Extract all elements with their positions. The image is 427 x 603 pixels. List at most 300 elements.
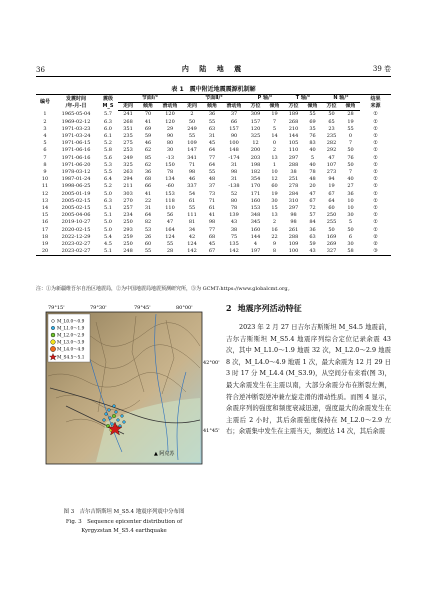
table-cell: 61: [208, 205, 216, 212]
table-row: [36, 205, 391, 212]
table-note: 注：①为新疆维吾尔自治区地震局，②为中国地震局地震预测研究所，③为 GCMT:https://www.globalcmt.org。: [36, 286, 293, 292]
table-cell: 6.4: [104, 176, 112, 183]
table-cell: ①: [373, 219, 378, 226]
table-cell: 1978-03-12: [61, 169, 91, 176]
table-cell: 80: [230, 197, 238, 204]
table-cell: 48: [309, 176, 316, 183]
col-np1: 节面Ⅰ/°: [118, 95, 182, 103]
table-cell: 10: [347, 205, 354, 212]
table-cell: 1971-06-16: [61, 154, 91, 161]
table-cell: 135: [229, 241, 239, 248]
table-cell: 59: [144, 133, 152, 140]
table-cell: 327: [322, 248, 341, 256]
table-cell: 148: [229, 147, 239, 154]
table-cell: 13: [41, 197, 49, 204]
table-row: [36, 133, 391, 140]
table-cell: 253: [123, 147, 133, 154]
table-cell: 5.5: [104, 169, 112, 176]
table-cell: 94: [328, 176, 335, 183]
table-cell: 153: [250, 205, 261, 212]
subheader-cell: 倾角: [265, 103, 284, 111]
subheader-cell: 滑动角: [222, 103, 246, 111]
table-cell: 203: [250, 154, 261, 161]
legend-label-m0: M_L0.0～0.9: [57, 319, 85, 325]
table-cell: 2005-01-19: [61, 190, 91, 197]
table-cell: 2022-12-29: [61, 233, 91, 240]
subheader-cell: 倾角: [341, 103, 360, 111]
table-cell: -174: [228, 154, 240, 161]
table-row: [36, 241, 391, 248]
table-cell: 309: [250, 111, 261, 118]
table-cell: 124: [165, 233, 175, 240]
body-paragraph: 2023 年 2 月 27 日吉尔吉斯斯坦 M_S4.5 地震前，吉尔吉斯斯坦 M_S5.4 地震序列综合定位记录余震 43 次，其中 M_L1.0～1.9 地震 32 次，M_L2.0～2.9 地震 8 次，M_L4.0～4.9 地震 1 次，最大余震为 12 月 29 日 3 时 17 分 M_L4.4 (M_S3.9)，从空间分布来看(图 3)，最大余震发生在主震以南，大部分余震分布在断裂左侧，符合逆冲断裂逆冲兼左旋走滑的滑动性质。而图 4 显示，余震序列的强度和频度衰减迅速，强度最大的余震发生在主震后 2 小时，其后余震强度保持在 M_L2.0～2.9 左右；余震集中发生在主震当天，频度达 14 次，其后余震: [226, 323, 391, 436]
table-cell: 2: [43, 118, 47, 125]
table-cell: 47: [309, 190, 316, 197]
table-cell: 5.2: [104, 183, 112, 190]
table-row: [36, 162, 391, 169]
table-cell: 210: [288, 125, 299, 132]
table-cell: 134: [165, 176, 175, 183]
table-cell: 282: [326, 140, 337, 147]
table-cell: 81: [188, 219, 196, 226]
table-cell: 111: [187, 212, 197, 219]
table-cell: 73: [208, 190, 216, 197]
table-cell: 45: [208, 140, 216, 147]
table-cell: 53: [144, 226, 152, 233]
table-cell: 269: [326, 241, 337, 248]
table-cell: 38: [290, 169, 297, 176]
running-header: [36, 64, 391, 77]
table-cell: 120: [165, 111, 175, 118]
table-cell: 15: [41, 212, 49, 219]
table-cell: 55: [188, 133, 196, 140]
table-cell: 12: [41, 190, 49, 197]
table-cell: 9: [272, 241, 277, 248]
table-cell: 77: [208, 154, 216, 161]
table-cell: 198: [250, 161, 261, 168]
volume-label: 39 卷: [372, 65, 391, 73]
table-cell: 2005-04-06: [61, 212, 91, 219]
table-cell: 107: [326, 161, 337, 168]
table-cell: 248: [118, 248, 138, 256]
table-cell: 58: [341, 248, 360, 256]
table-cell: 41: [144, 118, 152, 125]
table-cell: ②: [373, 233, 378, 240]
table-cell: 6: [43, 147, 47, 154]
table-cell: ①: [373, 169, 378, 176]
table-cell: 23: [328, 125, 335, 132]
lon-label-1: 79°15': [48, 305, 65, 311]
table-cell: 235: [326, 133, 337, 140]
table-cell: 62: [144, 147, 152, 154]
table-row: [36, 140, 391, 147]
table-cell: 98: [290, 212, 297, 219]
table-cell: 76: [309, 133, 316, 140]
table-cell: 5.1: [98, 248, 118, 256]
table-cell: -60: [165, 183, 175, 190]
table-cell: 35: [309, 125, 316, 132]
table-cell: ①: [373, 226, 378, 233]
table-cell: 46: [144, 140, 152, 147]
event-marker: [108, 409, 111, 412]
event-marker: [103, 419, 106, 422]
table-cell: 22: [271, 233, 278, 240]
table-cell: 71: [188, 161, 196, 168]
table-cell: 3: [43, 125, 47, 132]
table-row: [36, 176, 391, 183]
table-cell: 41: [144, 190, 152, 197]
table-cell: 5.3: [104, 161, 112, 168]
table-cell: 67: [309, 197, 316, 204]
table-cell: 37: [230, 111, 238, 118]
table-body: [36, 111, 391, 256]
table-cell: 98: [188, 169, 196, 176]
table-cell: 50: [347, 226, 354, 233]
table-cell: -13: [165, 154, 175, 161]
table-cell: 169: [326, 233, 337, 240]
table-cell: 139: [229, 212, 239, 219]
table-cell: 19: [347, 118, 354, 125]
table-row: [36, 147, 391, 154]
table-cell: 9: [43, 169, 47, 176]
table-cell: 55: [347, 125, 354, 132]
figure-caption-cn: 图 3 吉尔吉斯斯坦 M_S5.4 地震序列震中分布图: [63, 509, 185, 515]
legend-label-m1: M_L1.0～1.9: [57, 326, 85, 332]
table-cell: 250: [123, 241, 133, 248]
table-cell: 100: [284, 248, 303, 256]
table-cell: 90: [230, 133, 238, 140]
table-cell: 142: [222, 248, 246, 256]
table-cell: ①: [373, 140, 378, 147]
legend-label-m3: M_L3.0～3.9: [57, 340, 85, 346]
table-cell: 55: [208, 118, 216, 125]
table-cell: 211: [123, 183, 133, 190]
table-cell: 36: [144, 169, 152, 176]
table-cell: 5.2: [104, 140, 112, 147]
table-cell: 17: [41, 226, 49, 233]
table-cell: 71: [208, 197, 216, 204]
table-cell: ①: [373, 133, 378, 140]
table-row: [36, 234, 391, 241]
table-cell: 6.1: [104, 133, 112, 140]
table-cell: 42: [188, 233, 196, 240]
table-cell: 5.0: [104, 226, 112, 233]
table-cell: 12: [252, 140, 259, 147]
table-cell: 251: [288, 176, 299, 183]
table-cell: 11: [41, 183, 49, 190]
col-no: 编号: [36, 95, 54, 111]
table-cell: 234: [123, 212, 133, 219]
table-cell: 5: [310, 154, 315, 161]
table-cell: 259: [123, 233, 133, 240]
table-cell: 5: [43, 140, 47, 147]
table-cell: 2020-02-15: [61, 226, 91, 233]
table-cell: 303: [123, 190, 133, 197]
lat-label-1: 42°00': [203, 360, 220, 366]
table-cell: 164: [165, 226, 175, 233]
table-cell: 5.0: [104, 190, 112, 197]
table-cell: 255: [326, 219, 337, 226]
table-cell: 47: [328, 154, 335, 161]
table-cell: 4.5: [104, 241, 112, 248]
figure-caption-en-2: Kyrgyzstan M_S5.4 earthquake: [81, 528, 167, 534]
table-cell: 273: [326, 169, 337, 176]
table-cell: 98: [230, 169, 238, 176]
table-cell: 150: [165, 161, 175, 168]
table-cell: 278: [288, 183, 299, 190]
table-cell: 15: [271, 205, 278, 212]
table-cell: 78: [230, 205, 238, 212]
table-cell: 105: [288, 140, 299, 147]
table-cell: 1971-06-20: [61, 161, 91, 168]
table-cell: 30: [347, 241, 354, 248]
legend-symbol-m3: [51, 340, 56, 345]
table-cell: 66: [230, 118, 238, 125]
journal-title: 内 陆 地 震: [181, 65, 246, 73]
table-cell: 85: [144, 154, 152, 161]
table-cell: 7: [348, 169, 353, 176]
table-cell: 46: [188, 176, 196, 183]
table-cell: 55: [138, 248, 158, 256]
col-mag: 震级 M_S: [98, 95, 118, 111]
table-cell: 1: [43, 111, 47, 118]
legend-label-m4: M_L4.0～4.9: [57, 347, 85, 353]
table-cell: 84: [309, 219, 316, 226]
table-cell: 68: [208, 233, 216, 240]
table-cell: 45: [208, 241, 216, 248]
table-cell: 14: [41, 205, 49, 212]
table-cell: 36: [309, 226, 316, 233]
table-cell: 69: [144, 125, 152, 132]
table-cell: 200: [250, 147, 261, 154]
table-cell: 5.6: [104, 154, 112, 161]
col-n-axis: N 轴/°: [322, 95, 360, 103]
event-marker: [115, 411, 118, 414]
table-cell: 34: [188, 226, 196, 233]
table-cell: 60: [271, 183, 278, 190]
table-cell: 36: [347, 190, 354, 197]
table-cell: 40: [347, 176, 354, 183]
table-cell: 345: [250, 219, 261, 226]
table-row: [36, 111, 391, 119]
event-marker: [109, 417, 112, 420]
event-marker: [113, 405, 116, 408]
table-cell: ①: [373, 190, 378, 197]
table-cell: 26: [144, 233, 152, 240]
table-cell: 12: [271, 176, 278, 183]
section-heading: [226, 303, 302, 314]
table-row: [36, 212, 391, 219]
station-label: ▲ 阿克苏: [154, 451, 175, 457]
table-cell: 8: [265, 248, 284, 256]
epicenter-map: [36, 302, 220, 498]
table-cell: ②: [373, 241, 378, 248]
table-cell: 55: [208, 169, 216, 176]
table-cell: 348: [250, 212, 261, 219]
table-cell: 7: [43, 154, 47, 161]
table-cell: 55: [188, 205, 196, 212]
table-cell: 1965-05-04: [61, 111, 91, 118]
table-cell: 50: [347, 161, 354, 168]
table-cell: 38: [230, 226, 238, 233]
table-cell: 0: [348, 133, 353, 140]
table-cell: 20: [36, 248, 54, 256]
table-cell: 1971-03-24: [61, 133, 91, 140]
table-cell: 292: [326, 147, 337, 154]
table-cell: 310: [288, 197, 299, 204]
table-cell: 43: [230, 219, 238, 226]
table-cell: 10: [271, 169, 278, 176]
table-cell: 249: [187, 125, 197, 132]
table-row: [36, 248, 391, 256]
table-cell: 110: [165, 205, 175, 212]
lon-label-2: 79°30': [90, 305, 107, 311]
subheader-cell: 倾角: [202, 103, 222, 111]
table-cell: 4: [43, 133, 47, 140]
table-cell: 8: [43, 161, 47, 168]
table-cell: 59: [309, 241, 316, 248]
table-cell: 41: [208, 212, 216, 219]
table-cell: 98: [208, 219, 216, 226]
subheader-cell: 滑动角: [158, 103, 182, 111]
table-cell: 351: [123, 125, 133, 132]
table-cell: 275: [123, 140, 133, 147]
table-cell: 5: [348, 219, 353, 226]
table-cell: 1971-06-15: [61, 140, 91, 147]
table-cell: 284: [288, 190, 299, 197]
table-cell: 19: [41, 241, 49, 248]
table-row: [36, 191, 391, 198]
table-cell: 72: [309, 205, 316, 212]
table-cell: 268: [288, 118, 299, 125]
table-cell: 250: [326, 212, 337, 219]
table-cell: 83: [309, 140, 316, 147]
table-cell: 0: [272, 140, 277, 147]
table-cell: 29: [166, 125, 174, 132]
table-cell: 241: [123, 111, 133, 118]
table-cell: 10: [347, 197, 354, 204]
legend-symbol-m0: [52, 320, 55, 323]
table-cell: 118: [165, 197, 175, 204]
lon-label-4: 80°00': [176, 305, 193, 311]
table-row: [36, 227, 391, 234]
table-row: [36, 183, 391, 190]
table-cell: 62: [144, 161, 152, 168]
table-cell: ①: [373, 183, 378, 190]
table-cell: 43: [303, 248, 322, 256]
table-cell: 6.3: [104, 197, 112, 204]
table-cell: 5.0: [104, 219, 112, 226]
table-cell: 1998-06-25: [61, 183, 91, 190]
table-cell: 6.0: [104, 125, 112, 132]
legend-symbol-m4: [50, 346, 55, 351]
table-cell: 157: [229, 125, 239, 132]
table-cell: 64: [208, 147, 216, 154]
event-marker: [117, 419, 120, 422]
table-cell: 10: [41, 176, 49, 183]
table-cell: ①: [373, 205, 378, 212]
table-cell: 61: [188, 197, 196, 204]
table-cell: 19: [328, 183, 335, 190]
table-cell: 235: [123, 133, 133, 140]
table-cell: 7: [272, 118, 277, 125]
table-cell: 19: [271, 190, 278, 197]
table-cell: 142: [182, 248, 202, 256]
col-np2: 节面Ⅱ/°: [182, 95, 246, 103]
table-cell: 82: [144, 219, 152, 226]
subheader-cell: 方位: [246, 103, 265, 111]
table-cell: 65: [328, 118, 335, 125]
table-cell: ①: [373, 212, 378, 219]
table-cell: 47: [166, 219, 174, 226]
table-cell: 294: [123, 176, 133, 183]
table-cell: 153: [165, 190, 175, 197]
table-cell: 6: [348, 233, 353, 240]
col-source: 结果 来源: [360, 95, 391, 111]
table-cell: 67: [328, 190, 335, 197]
table-cell: 2: [272, 219, 277, 226]
table-cell: 60: [328, 205, 335, 212]
table-cell: 144: [250, 233, 261, 240]
table-cell: 36: [208, 111, 216, 118]
table-row: [36, 198, 391, 205]
table-cell: 57: [309, 212, 316, 219]
table-cell: 13: [271, 212, 278, 219]
table-cell: 325: [250, 133, 261, 140]
table-row: [36, 119, 391, 126]
table-cell: 5.4: [104, 233, 112, 240]
event-marker: [123, 421, 126, 424]
table-row: [36, 126, 391, 133]
table-cell: 37: [208, 183, 216, 190]
table-cell: 63: [309, 233, 316, 240]
table-cell: 170: [250, 183, 261, 190]
table-cell: 1971-03-23: [61, 125, 91, 132]
table-cell: 98: [290, 219, 297, 226]
table-row: [36, 219, 391, 226]
lon-label-3: 79°45': [134, 305, 151, 311]
table-cell: 56: [166, 212, 174, 219]
table-cell: ③: [360, 248, 391, 256]
table-cell: ①: [373, 154, 378, 161]
table-cell: 144: [288, 133, 299, 140]
table-cell: 147: [187, 147, 197, 154]
table-cell: 19: [271, 111, 278, 118]
table-cell: 189: [288, 111, 299, 118]
table-cell: 76: [347, 154, 354, 161]
table-cell: 16: [41, 219, 49, 226]
table-cell: 64: [144, 212, 152, 219]
table-cell: 257: [123, 205, 133, 212]
table-cell: 31: [230, 161, 238, 168]
table-cell: 63: [208, 125, 216, 132]
event-marker: [112, 414, 116, 418]
table-row: [36, 155, 391, 162]
table-cell: 60: [144, 241, 152, 248]
table-cell: 5.1: [104, 205, 112, 212]
table-cell: 40: [309, 161, 316, 168]
table-cell: 55: [166, 241, 174, 248]
table-cell: 5.8: [104, 147, 112, 154]
table-cell: ①: [373, 147, 378, 154]
table-cell: 110: [288, 147, 299, 154]
event-marker: [111, 423, 114, 426]
table-cell: 5: [272, 125, 277, 132]
table-cell: 2: [190, 111, 194, 118]
table-cell: 77: [208, 226, 216, 233]
table-cell: 20: [309, 183, 316, 190]
table-cell: 341: [187, 154, 197, 161]
